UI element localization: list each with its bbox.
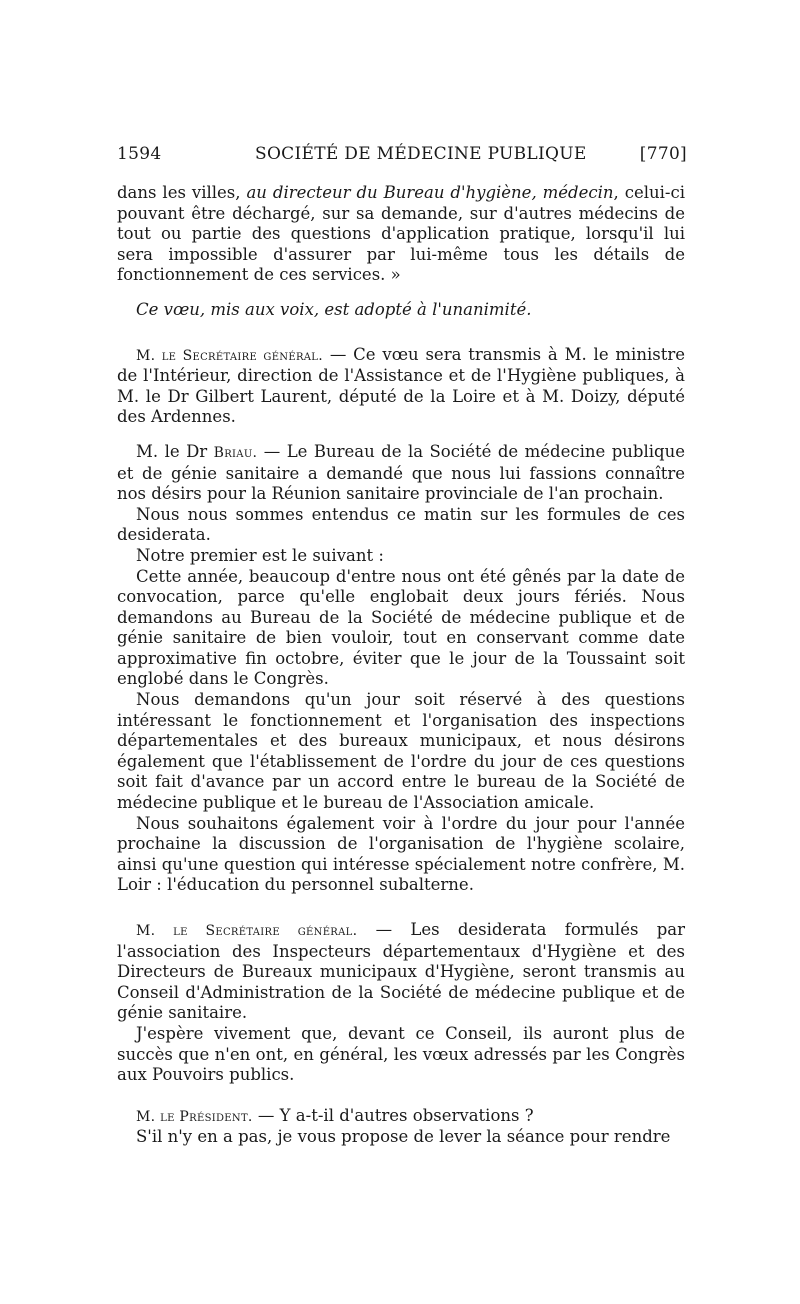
vote-result: Ce vœu, mis aux voix, est adopté à l'unanimité. <box>136 299 532 319</box>
paragraph-espoir: J'espère vivement que, devant ce Conseil, ils auront plus de succès que n'en ont, en général, les vœux adressés par les Congrès aux Pouvoirs publics. <box>117 1023 685 1085</box>
speaker-name: M. le Président. <box>136 1108 253 1125</box>
paragraph-closing: S'il n'y en a pas, je vous propose de lever la séance pour rendre <box>136 1127 671 1147</box>
speaker-name: Briau. <box>213 444 258 461</box>
body-text <box>117 183 685 1148</box>
speaker-name: M. le Secrétaire général. <box>136 347 323 364</box>
paragraph-secretary-1: M. le Secrétaire général. — Ce vœu sera transmis à M. le ministre de l'Intérieur, direction de l'Assistance et de l'Hygiène publiques, à M. le Dr Gilbert Laurent, député de la Loire et à M. Doizy, député des Ardennes. <box>117 344 685 427</box>
paragraph-president: M. le Président. — Y a-t-il d'autres observations ? <box>136 1105 534 1125</box>
paragraph-date: Cette année, beaucoup d'entre nous ont été gênés par la date de convocation, parce qu'elle englobait deux jours fériés. Nous demandons au Bureau de la Société de médecine publique et de génie sanitaire de bien vouloir, tout en conservant comme date approximative fin octobre, éviter que le jour de la Toussaint soit englobé dans le Congrès. <box>117 566 685 689</box>
speaker-name: M. le Secrétaire général. <box>136 923 358 939</box>
running-title: SOCIÉTÉ DE MÉDECINE PUBLIQUE <box>255 144 587 164</box>
paragraph-hygiene-scolaire: Nous souhaitons également voir à l'ordre du jour pour l'année prochaine la discussion de l'organisation de l'hygiène scolaire, ainsi qu'une question qui intéresse spécialement notre confrère, M. Loir : l'éducation du personnel subalterne. <box>117 813 685 895</box>
paragraph-vote-end: dans les villes, au directeur du Bureau d'hygiène, médecin, celui-ci pouvant être déchargé, sur sa demande, sur d'autres médecins de tout ou partie des questions d'application pratique, lorsqu'il lui sera impossible d'assurer par lui-même tous les détails de fonctionnement de ces services. » <box>117 183 685 285</box>
page-header <box>117 144 687 170</box>
paragraph-desiderata: Nous nous sommes entendus ce matin sur les formules de ces desiderata. <box>117 504 685 545</box>
paragraph-premier: Notre premier est le suivant : <box>136 545 384 565</box>
page-number: 1594 <box>117 144 162 164</box>
paragraph-jour-reserve: Nous demandons qu'un jour soit réservé à des questions intéressant le fonctionnement et l'organisation des inspections départementales et des bureaux municipaux, et nous désirons également que l'établissement de l'ordre du jour de ces questions soit fait d'avance par un accord entre le bureau de la Société de médecine publique et le bureau de l'Association amicale. <box>117 690 685 813</box>
bracket-page-number: [770] <box>639 144 687 164</box>
paragraph-secretary-2: M. le Secrétaire général. — Les desiderata formulés par l'association des Inspecteurs départementaux d'Hygiène et des Directeurs de Bureaux municipaux d'Hygiène, seront transmis au Conseil d'Administration de la Société de médecine publique et de génie sanitaire. <box>117 920 685 1023</box>
paragraph-briau: M. le Dr Briau. — Le Bureau de la Société de médecine publique et de génie sanitaire a demandé que nous lui fassions connaître nos désirs pour la Réunion sanitaire provinciale de l'an prochain. <box>117 441 685 504</box>
